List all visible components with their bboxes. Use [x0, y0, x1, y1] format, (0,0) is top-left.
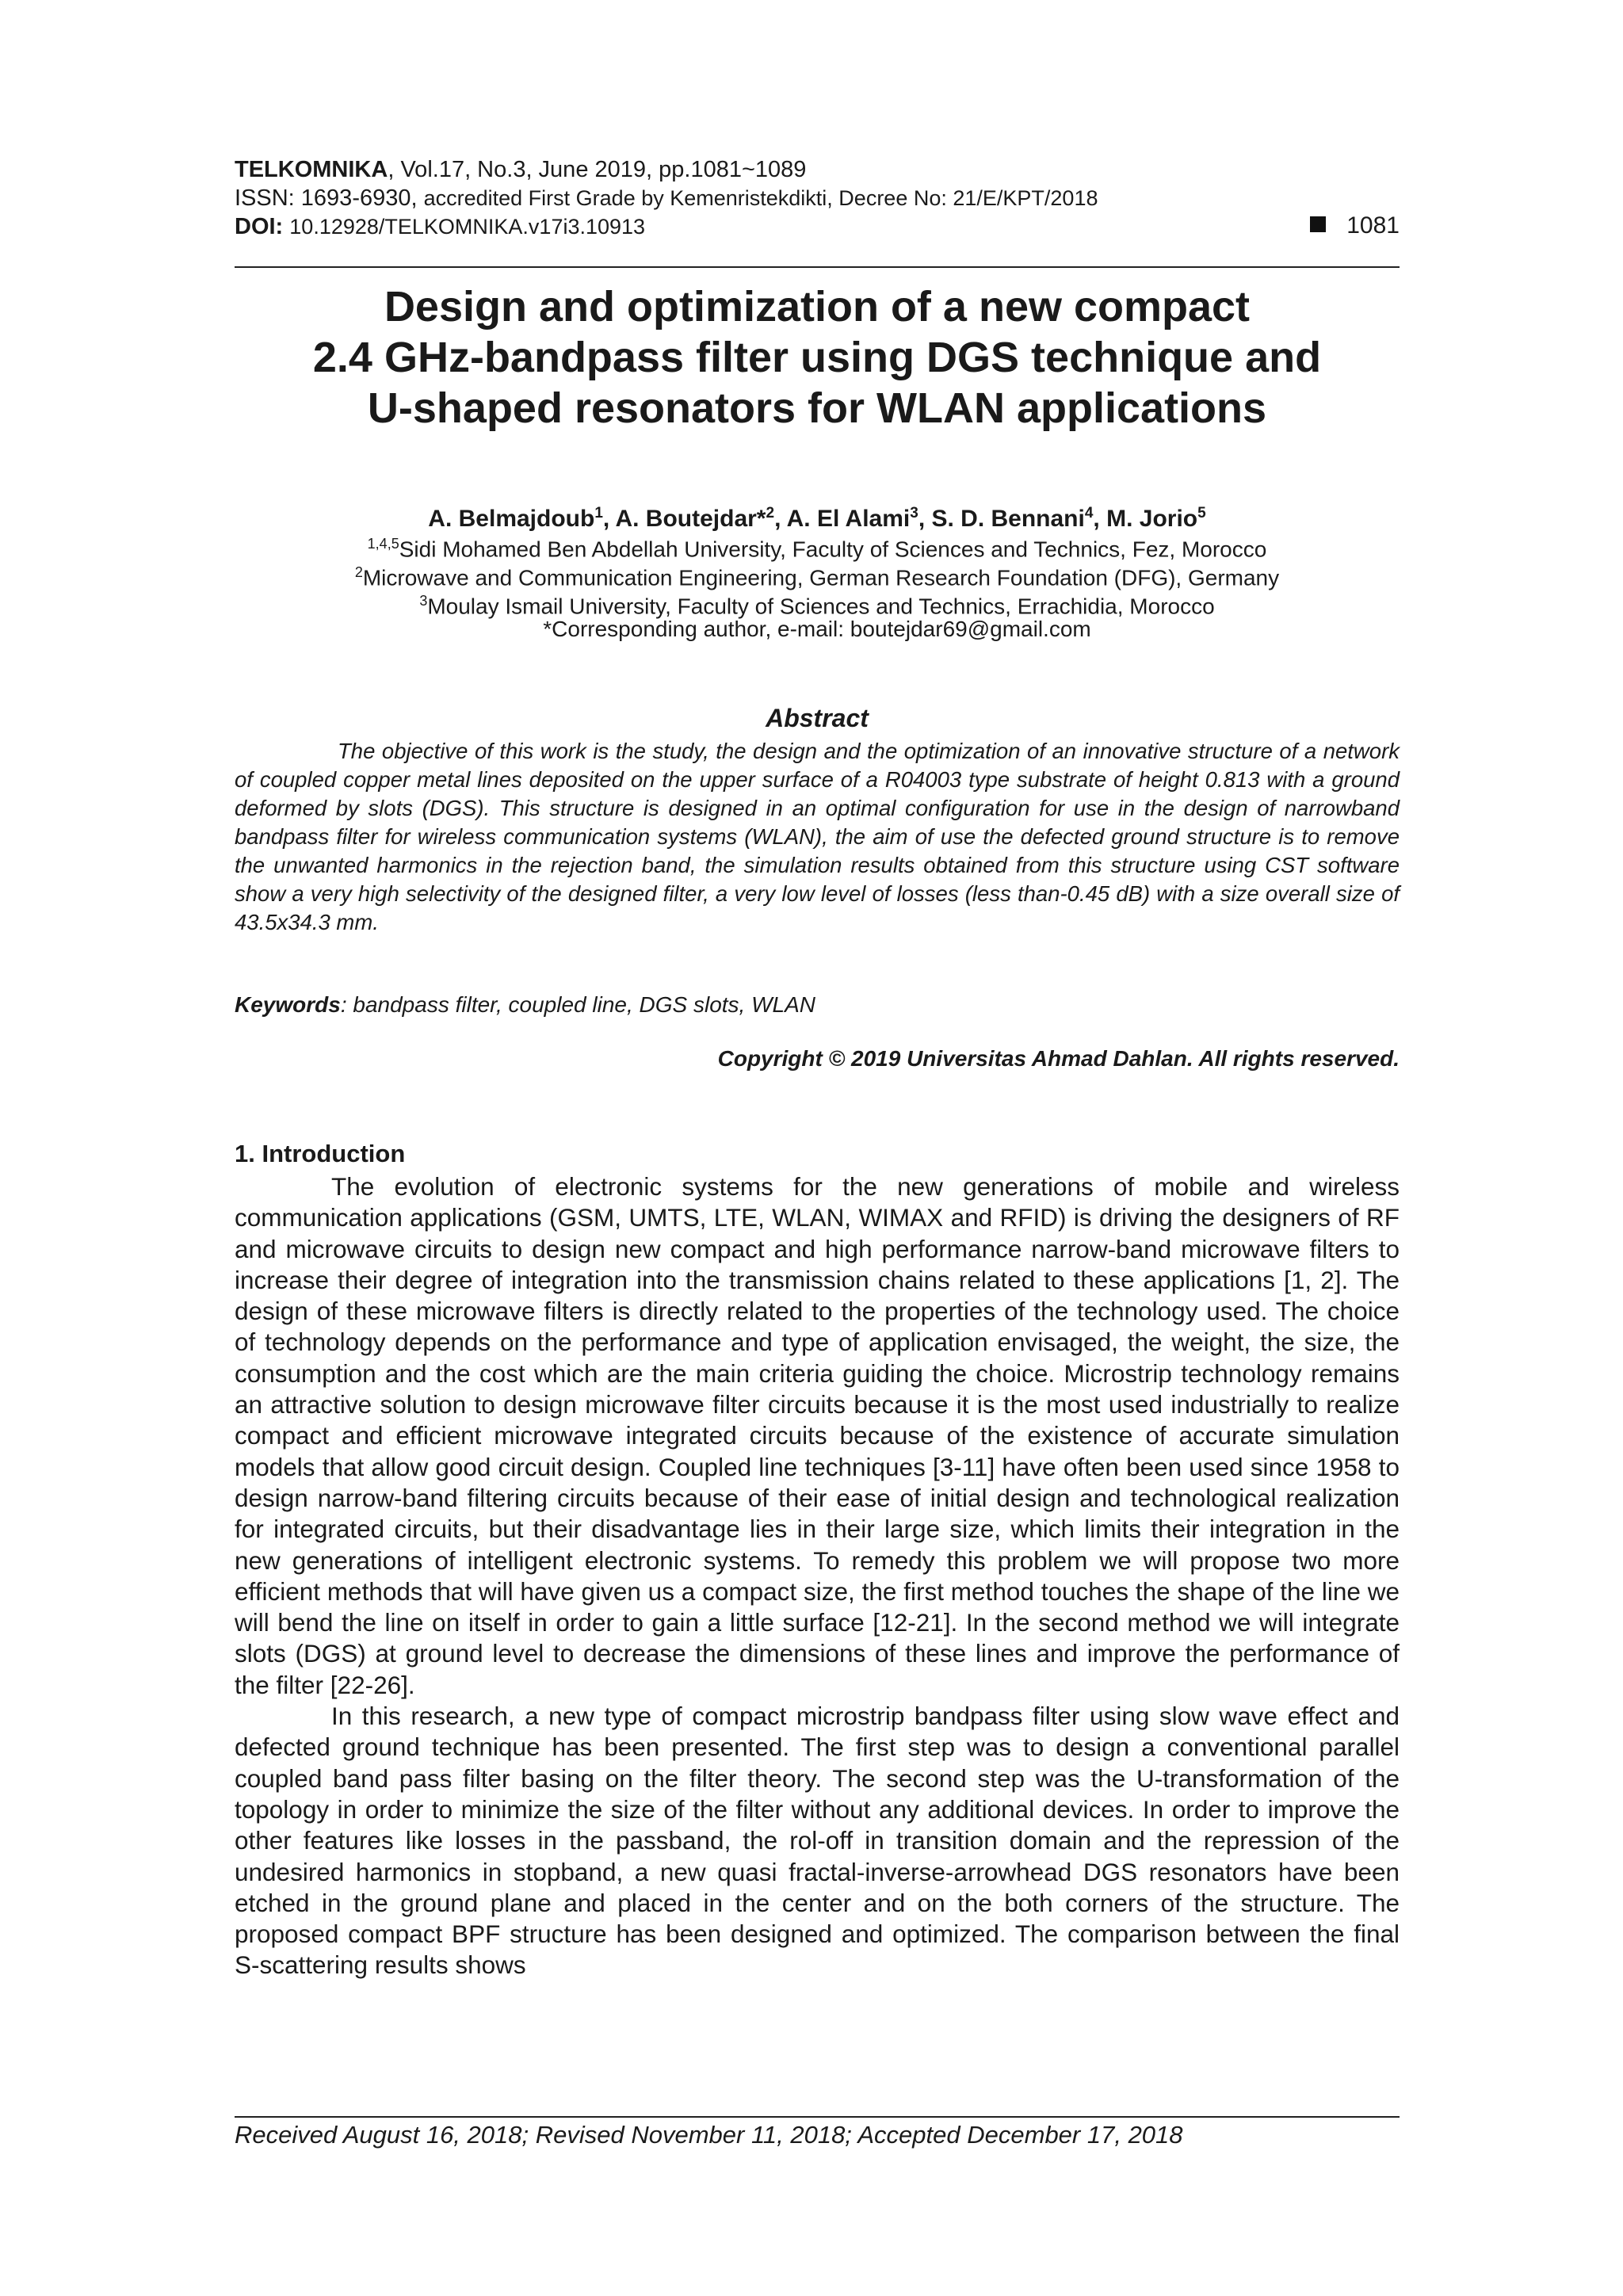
paragraph: The evolution of electronic systems for the new generations of mobile and wireless communication applications (GSM, UMTS, LTE, WLAN, WIMAX and RFID) is driving the designers of RF and microwave circuits to design new compact and high performance narrow-band microwave filters to increase their degree of integration into the transmission chains related to these applications [1, 2]. The design of these microwave filters is directly related to the properties of the technology used. The choice of technology depends on the performance and type of application envisaged, the weight, the size, the consumption and the cost which are the main criteria guiding the choice. Microstrip technology remains an attractive solution to design microwave filter circuits because it is the most used industrially to realize compact and efficient microwave integrated circuits because of the existence of accurate simulation models that allow good circuit design. Coupled line techniques [3-11] have often been used since 1958 to design narrow-band filtering circuits because of their ease of initial design and technological realization for integrated circuits, but their disadvantage lies in their large size, which limits their integration in the new generations of intelligent electronic systems. To remedy this problem we will propose two more efficient methods that will have given us a compact size, the first method touches the shape of the line we will bend the line on itself in order to gain a little surface [12-21]. In the second method we will integrate slots (DGS) at ground level to decrease the dimensions of these lines and improve the performance of the filter [22-26]. — [235, 1172, 1400, 1699]
affiliation-text: Sidi Mohamed Ben Abdellah University, Faculty of Sciences and Technics, Fez, Morocco — [399, 537, 1267, 562]
affiliation-text: Moulay Ismail University, Faculty of Sciences and Technics, Errachidia, Morocco — [427, 594, 1215, 619]
corresponding-author — [235, 615, 1400, 644]
section-heading: 1. Introduction — [235, 1140, 406, 1167]
corresponding-author-text: *Corresponding author, e-mail: boutejdar69@gmail.com — [543, 617, 1091, 641]
paper-title — [235, 281, 1400, 434]
title-line: Design and optimization of a new compact — [384, 283, 1251, 330]
page-number — [1310, 212, 1400, 239]
author-list: A. Belmajdoub$^1$, A. Boutejdar*$^2$, A. El Alami$^3$, S. D. Bennani$^4$, M. Jorio$^5$ — [428, 505, 1206, 532]
introduction-body — [235, 1171, 1400, 1981]
title-line: U-shaped resonators for WLAN applications — [367, 384, 1267, 432]
affiliation-text: Microwave and Communication Engineering, German Research Foundation (DFG), Germany — [362, 565, 1280, 590]
doi-value: 10.12928/TELKOMNIKA.v17i3.10913 — [289, 215, 646, 239]
doi-row — [235, 212, 1400, 244]
copyright-notice: Copyright © 2019 Universitas Ahmad Dahlan. All rights reserved. — [717, 1046, 1400, 1071]
affiliation-sup: 2 — [354, 564, 363, 580]
author-name: M. Jorio — [1106, 506, 1198, 532]
author-sup: 1 — [594, 505, 603, 521]
square-bullet-icon — [1310, 216, 1326, 232]
doi-line — [235, 214, 645, 239]
doi-label: DOI: — [235, 214, 290, 239]
running-header — [235, 155, 1400, 244]
author-sup: 3 — [910, 505, 918, 521]
author-sup: 4 — [1084, 505, 1094, 521]
page-number-value: 1081 — [1346, 212, 1400, 239]
author-name: A. El Alami — [786, 506, 911, 532]
keywords-text: : bandpass filter, coupled line, DGS slots, WLAN — [340, 992, 815, 1017]
affiliation-sup: 3 — [419, 593, 428, 609]
author-sup: 5 — [1197, 505, 1206, 521]
title-line: 2.4 GHz-bandpass filter using DGS technique and — [312, 334, 1322, 381]
keywords — [235, 992, 1400, 1018]
journal-line — [235, 155, 1400, 184]
issn-line — [235, 184, 1400, 212]
journal-name: TELKOMNIKA — [235, 157, 388, 182]
author-sup: 2 — [766, 505, 775, 521]
affiliation-sup: 1,4,5 — [367, 536, 399, 552]
header-rule — [235, 266, 1400, 268]
paragraph: In this research, a new type of compact microstrip bandpass filter using slow wave effect and defected ground technique has been presented. The first step was to design a conventional parallel coupled band pass filter basing on the filter theory. The second step was the U-transformation of the topology in order to minimize the size of the filter without any additional devices. In order to improve the other features like losses in the passband, the rol-off in transition domain and the repression of the undesired harmonics in stopband, a new quasi fractal-inverse-arrowhead DGS resonators have been etched in the ground plane and placed in the center and on the both corners of the structure. The proposed compact BPF structure has been designed and optimized. The comparison between the final S-scattering results shows — [235, 1702, 1400, 1980]
abstract-text: The objective of this work is the study, the design and the optimization of an innovative structure of a network of coupled copper metal lines deposited on the upper surface of a R04003 type substrate of height 0.813 with a ground deformed by slots (DGS). This structure is designed in an optimal configuration for use in the design of narrowband bandpass filter for wireless communication systems (WLAN), the aim of use the defected ground structure is to remove the unwanted harmonics in the rejection band, the simulation results obtained from this structure using CST software show a very high selectivity of the designed filter, a very low level of losses (less than-0.45 dB) with a size overall size of 43.5x34.3 mm. — [235, 739, 1400, 934]
received-dates: Received August 16, 2018; Revised November 11, 2018; Accepted December 17, 2018 — [235, 2121, 1183, 2149]
volume-info: , Vol.17, No.3, June 2019, pp.1081~1089 — [388, 157, 807, 182]
issn-label: ISSN: 1693-6930, — [235, 185, 424, 211]
author-name: A. Boutejdar* — [615, 506, 766, 532]
author-name: S. D. Bennani — [931, 506, 1085, 532]
keywords-label: Keywords — [235, 992, 341, 1017]
author-name: A. Belmajdoub — [428, 506, 595, 532]
footer-rule — [235, 2116, 1400, 2118]
issn-accreditation: accredited First Grade by Kemenristekdikti, Decree No: 21/E/KPT/2018 — [423, 186, 1098, 210]
abstract-heading: Abstract — [766, 704, 869, 732]
